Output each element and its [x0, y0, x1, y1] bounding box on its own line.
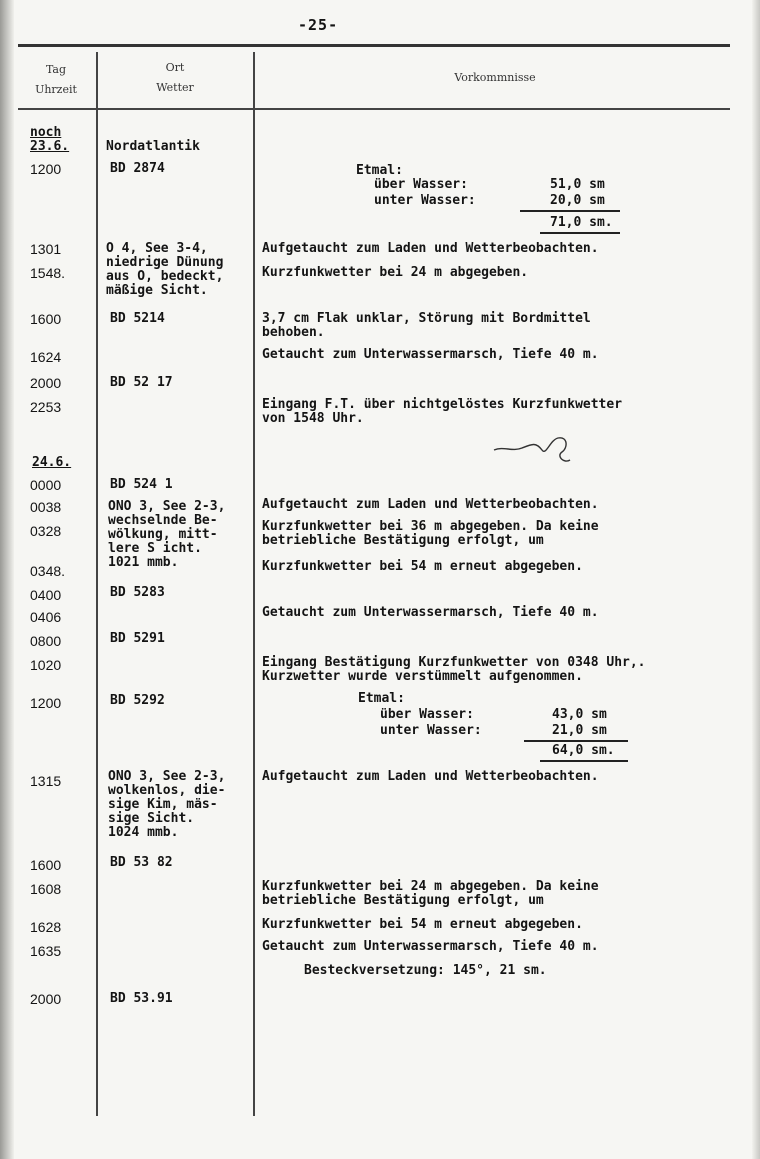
weather-line: sige Kim, mäs-	[108, 797, 218, 812]
entry-time: 1608	[30, 881, 62, 897]
position-square: BD 5291	[110, 631, 165, 646]
position-square: BD 52 17	[110, 375, 173, 390]
page-edge-right	[752, 0, 760, 1159]
weather-line: ONO 3, See 2-3,	[108, 769, 226, 784]
entry-time: 1020	[30, 657, 62, 673]
event-text: Aufgetaucht zum Laden und Wetterbeobachten.	[262, 497, 599, 512]
entry-time: 0328	[30, 523, 62, 539]
entry-time: 0000	[30, 477, 62, 493]
position-square: BD 53.91	[110, 991, 173, 1006]
entry-time: 1628	[30, 919, 62, 935]
entry-time: 1600	[30, 311, 62, 327]
weather-line: mäßige Sicht.	[106, 283, 208, 298]
etmal-uber-value: 43,0 sm	[552, 707, 607, 722]
position-square: BD 2874	[110, 161, 165, 176]
etmal-sum-line	[524, 740, 628, 742]
page-number: -25-	[298, 16, 339, 34]
weather-line: lere S icht.	[108, 541, 202, 556]
etmal-title: Etmal:	[356, 163, 403, 178]
event-text: betriebliche Bestätigung erfolgt, um	[262, 533, 544, 548]
weather-line: sige Sicht.	[108, 811, 195, 826]
event-text: Getaucht zum Unterwassermarsch, Tiefe 40 m.	[262, 347, 599, 362]
event-text: Aufgetaucht zum Laden und Wetterbeobachten.	[262, 769, 599, 784]
sea-area: Nordatlantik	[106, 139, 200, 154]
handwritten-scribble	[492, 430, 574, 474]
entry-time: 0400	[30, 587, 62, 603]
weather-line: wölkung, mitt-	[108, 527, 218, 542]
page-edge-left	[0, 0, 14, 1159]
etmal-unter-value: 21,0 sm	[552, 723, 607, 738]
etmal-unter-label: unter Wasser:	[374, 193, 476, 208]
entry-time: 1200	[30, 161, 62, 177]
etmal-uber-value: 51,0 sm	[550, 177, 605, 192]
column-divider-2	[253, 52, 255, 1116]
header-rule	[18, 108, 730, 110]
weather-line: niedrige Dünung	[106, 255, 224, 270]
position-square: BD 53 82	[110, 855, 173, 870]
entry-time: 2000	[30, 991, 62, 1007]
position-square: BD 5283	[110, 585, 165, 600]
event-text: betriebliche Bestätigung erfolgt, um	[262, 893, 544, 908]
entry-time: 1600	[30, 857, 62, 873]
entry-time: 2000	[30, 375, 62, 391]
event-text: Aufgetaucht zum Laden und Wetterbeobachten.	[262, 241, 599, 256]
entry-time: 1301	[30, 241, 62, 257]
position-square: BD 5214	[110, 311, 165, 326]
etmal-unter-value: 20,0 sm	[550, 193, 605, 208]
header-wetter: Wetter	[156, 81, 194, 94]
date-noch: noch	[30, 125, 62, 140]
etmal-uber-label: über Wasser:	[380, 707, 474, 722]
header-ort-wetter	[100, 58, 250, 98]
event-text: Kurzwetter wurde verstümmelt aufgenommen.	[262, 669, 583, 684]
top-rule	[18, 44, 730, 47]
event-text: Getaucht zum Unterwassermarsch, Tiefe 40 m.	[262, 605, 599, 620]
entry-time: 1315	[30, 773, 62, 789]
header-tag: Tag	[45, 63, 67, 76]
position-square: BD 524 1	[110, 477, 173, 492]
event-text: Eingang Bestätigung Kurzfunkwetter von 0348 Uhr,.	[262, 655, 646, 670]
etmal-uber-label: über Wasser:	[374, 177, 468, 192]
weather-line: wechselnde Be-	[108, 513, 218, 528]
event-text: von 1548 Uhr.	[262, 411, 364, 426]
entry-time: 0406	[30, 609, 62, 625]
header-vorkommnisse: Vorkommnisse	[454, 71, 536, 84]
etmal-total: 64,0 sm.	[552, 743, 615, 758]
etmal-total-underline	[540, 760, 628, 762]
entry-time: 1635	[30, 943, 62, 959]
entry-time: 1624	[30, 349, 62, 365]
header-tag-uhrzeit	[22, 60, 90, 100]
entry-time: 1548.	[30, 265, 66, 281]
weather-line: 1024 mmb.	[108, 825, 179, 840]
weather-line: O 4, See 3-4,	[106, 241, 208, 256]
event-text: 3,7 cm Flak unklar, Störung mit Bordmittel	[262, 311, 591, 326]
etmal-total: 71,0 sm.	[550, 215, 613, 230]
header-uhrzeit: Uhrzeit	[35, 83, 77, 96]
weather-line: ONO 3, See 2-3,	[108, 499, 226, 514]
etmal-unter-label: unter Wasser:	[380, 723, 482, 738]
entry-time: 0038	[30, 499, 62, 515]
event-text: Eingang F.T. über nichtgelöstes Kurzfunkwetter	[262, 397, 623, 412]
event-text: behoben.	[262, 325, 325, 340]
weather-line: aus O, bedeckt,	[106, 269, 224, 284]
entry-time: 0800	[30, 633, 62, 649]
column-divider-1	[96, 52, 98, 1116]
event-text: Kurzfunkwetter bei 54 m erneut abgegeben.	[262, 559, 583, 574]
entry-time: 1200	[30, 695, 62, 711]
event-text: Kurzfunkwetter bei 24 m abgegeben.	[262, 265, 529, 280]
weather-line: 1021 mmb.	[108, 555, 179, 570]
date-label: 24.6.	[32, 455, 72, 470]
event-text: Kurzfunkwetter bei 24 m abgegeben. Da keine	[262, 879, 599, 894]
besteck-versetzung: Besteckversetzung: 145°, 21 sm.	[304, 963, 547, 978]
weather-line: wolkenlos, die-	[108, 783, 226, 798]
date-label: 23.6.	[30, 139, 70, 154]
entry-time: 0348.	[30, 563, 66, 579]
etmal-sum-line	[520, 210, 620, 212]
event-text: Kurzfunkwetter bei 36 m abgegeben. Da keine	[262, 519, 599, 534]
event-text: Kurzfunkwetter bei 54 m erneut abgegeben.	[262, 917, 583, 932]
event-text: Getaucht zum Unterwassermarsch, Tiefe 40 m.	[262, 939, 599, 954]
entry-time: 2253	[30, 399, 62, 415]
etmal-total-underline	[540, 232, 620, 234]
header-ort: Ort	[165, 61, 185, 74]
etmal-title: Etmal:	[358, 691, 405, 706]
position-square: BD 5292	[110, 693, 165, 708]
